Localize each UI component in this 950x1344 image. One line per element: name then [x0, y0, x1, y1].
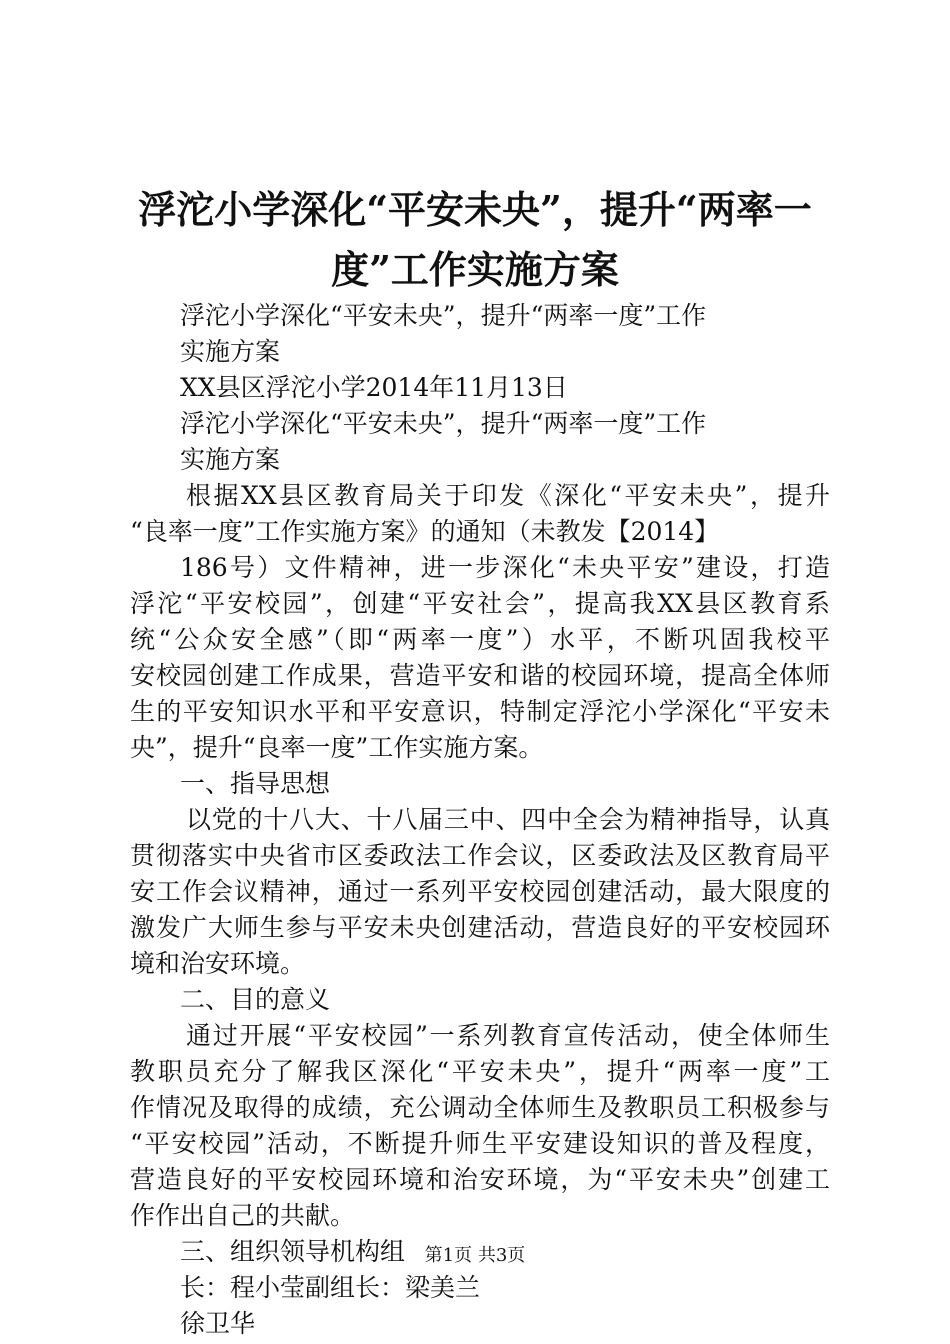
- body-line: 浮沱小学深化“平安未央”，提升“两率一度”工作: [180, 409, 707, 438]
- body-line: “良率一度”工作实施方案》的通知（未教发【2014】: [130, 517, 720, 546]
- section-heading: 二、目的意义: [180, 985, 331, 1014]
- body-line: 实施方案: [180, 337, 281, 366]
- body-line: 营造良好的平安校园环境和治安环境，为“平安未央”创建工: [130, 1165, 830, 1194]
- body-line: 作作出自己的共献。: [130, 1201, 356, 1230]
- body-line: 生的平安知识水平和平安意识，特制定浮沱小学深化“平安未: [130, 697, 830, 726]
- body-line: 通过开展“平安校园”一系列教育宣传活动，使全体师生: [186, 1021, 830, 1050]
- body-line: “平安校园”活动，不断提升师生平安建设知识的普及程度，: [130, 1129, 830, 1158]
- body-line: 实施方案: [180, 445, 281, 474]
- body-line: 长：程小莹副组长：梁美兰: [180, 1273, 481, 1302]
- body-line: 教职员充分了解我区深化“平安未央”，提升“两率一度”工: [130, 1057, 830, 1086]
- document-title-line-2: 度”工作实施方案: [331, 247, 619, 292]
- body-line: 安工作会议精神，通过一系列平安校园创建活动，最大限度的: [130, 877, 830, 906]
- body-line: 根据XX县区教育局关于印发《深化“平安未央”，提升: [186, 481, 830, 510]
- body-line: 以党的十八大、十八届三中、四中全会为精神指导，认真: [186, 805, 830, 834]
- body-line: 激发广大师生参与平安未央创建活动，营造良好的平安校园环: [130, 913, 830, 942]
- document-title-line-1: 浮沱小学深化“平安未央”，提升“两率一: [138, 187, 812, 232]
- body-line: 徐卫华: [180, 1309, 256, 1338]
- body-line: 浮沱“平安校园”，创建“平安社会”，提高我XX县区教育系: [130, 589, 830, 618]
- body-line: 浮沱小学深化“平安未央”，提升“两率一度”工作: [180, 301, 707, 330]
- section-heading: 三、组织领导机构组: [180, 1237, 406, 1266]
- body-line: 央”，提升“良率一度”工作实施方案。: [130, 733, 544, 762]
- body-line: 186号）文件精神，进一步深化“未央平安”建设，打造: [180, 553, 830, 582]
- body-line: 统“公众安全感”（即“两率一度”）水平，不断巩固我校平: [130, 625, 830, 654]
- body-line: 安校园创建工作成果，营造平安和谐的校园环境，提高全体师: [130, 661, 830, 690]
- section-heading: 一、指导思想: [180, 769, 331, 798]
- body-line: 贯彻落实中央省市区委政法工作会议，区委政法及区教育局平: [130, 841, 830, 870]
- body-line: XX县区浮沱小学2014年11月13日: [180, 373, 568, 402]
- body-line: 作情况及取得的成绩，充公调动全体师生及教职员工积极参与: [130, 1093, 830, 1122]
- document-body: [130, 298, 830, 1342]
- page-indicator: 第1页 共3页: [424, 1245, 526, 1266]
- body-line: 境和治安环境。: [130, 949, 306, 978]
